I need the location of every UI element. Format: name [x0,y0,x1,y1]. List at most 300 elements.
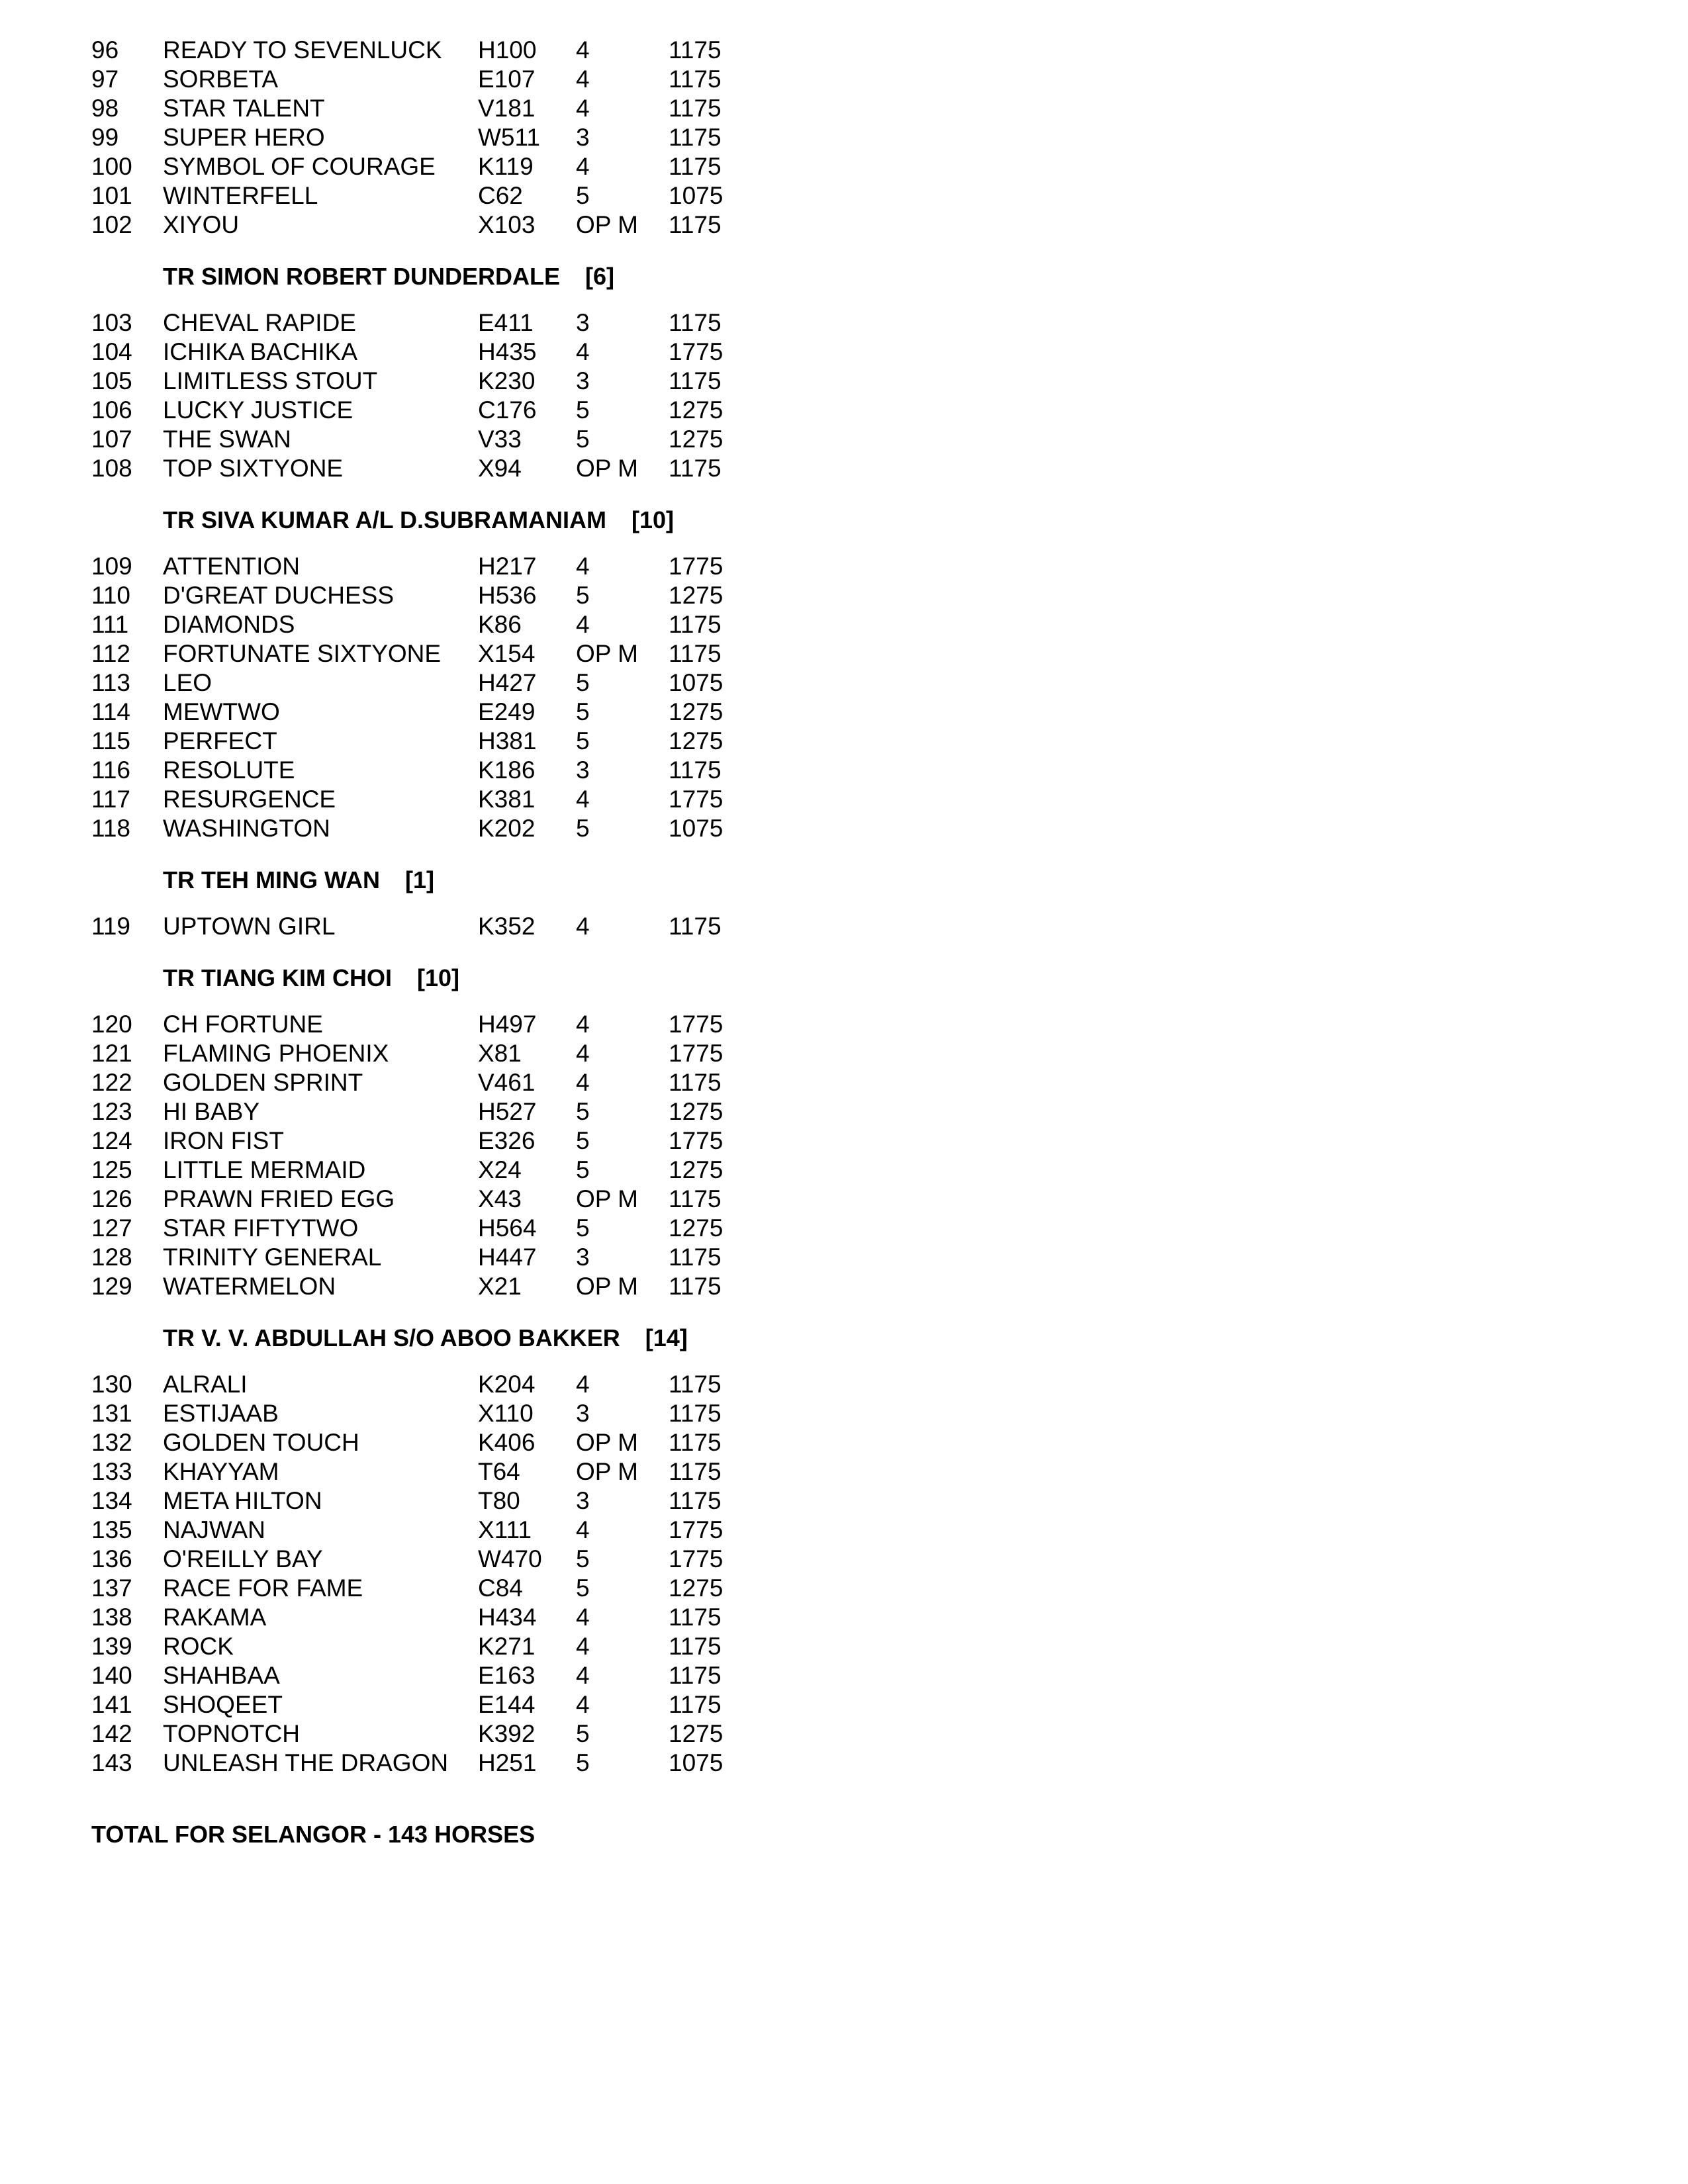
horse-number: 96 [91,36,119,64]
horse-rating: OP M [576,1185,638,1212]
horse-rating: 4 [576,66,590,93]
horse-row [0,727,794,756]
horse-rating: 5 [576,1545,590,1572]
horse-name: IRON FIST [163,1127,284,1154]
horse-number: 119 [91,913,130,940]
horse-code: X154 [478,640,536,667]
horse-code: X103 [478,211,536,238]
horse-code: K381 [478,786,536,813]
horse-weight: 1175 [669,1400,722,1427]
trainer-heading [163,506,674,535]
horse-number: 139 [91,1633,132,1660]
horse-weight: 1775 [669,1516,724,1543]
horse-rating: 5 [576,1574,590,1602]
horse-name: WASHINGTON [163,815,330,842]
horse-row [0,1486,794,1516]
trainer-name: TR SIVA KUMAR A/L D.SUBRAMANIAM [163,506,606,533]
horse-name: KHAYYAM [163,1458,279,1485]
horse-name: RESURGENCE [163,786,336,813]
horse-row [0,1068,794,1097]
horse-code: H447 [478,1244,537,1271]
horse-code: K230 [478,367,536,394]
horse-number: 108 [91,455,132,482]
horse-row [0,785,794,814]
horse-row [0,1749,794,1778]
horse-rating: 4 [576,1633,590,1660]
horse-name: SYMBOL OF COURAGE [163,153,436,180]
horse-number: 97 [91,66,119,93]
horse-name: PRAWN FRIED EGG [163,1185,395,1212]
trainer-heading [163,262,614,291]
horse-name: WATERMELON [163,1273,336,1300]
horse-number: 140 [91,1662,132,1689]
horse-row [0,152,794,181]
horse-row [0,814,794,843]
horse-rating: 3 [576,367,590,394]
horse-code: H527 [478,1098,537,1125]
horse-number: 112 [91,640,130,667]
horse-rating: 5 [576,1720,590,1747]
horse-number: 109 [91,553,132,580]
horse-row [0,1272,794,1301]
horse-number: 114 [91,698,130,725]
horse-code: K119 [478,153,534,180]
horse-rating: 5 [576,582,590,609]
horse-weight: 1775 [669,1011,724,1038]
horse-row [0,123,794,152]
horse-number: 105 [91,367,132,394]
horse-row [0,1603,794,1632]
horse-name: CH FORTUNE [163,1011,323,1038]
horse-number: 101 [91,182,132,209]
horse-row [0,36,794,65]
horse-row [0,1574,794,1603]
horse-row [0,396,794,425]
horse-weight: 1775 [669,338,724,365]
horse-rating: 5 [576,698,590,725]
horse-number: 118 [91,815,130,842]
horse-number: 120 [91,1011,132,1038]
horse-name: HI BABY [163,1098,259,1125]
horse-row [0,65,794,94]
horse-code: T80 [478,1487,520,1514]
horse-weight: 1275 [669,727,724,754]
horse-weight: 1275 [669,1720,724,1747]
horse-weight: 1175 [669,1662,722,1689]
horse-name: RAKAMA [163,1604,267,1631]
horse-name: GOLDEN TOUCH [163,1429,359,1456]
trainer-heading [163,964,459,993]
horse-code: C176 [478,396,537,424]
horse-name: LUCKY JUSTICE [163,396,353,424]
horse-rating: OP M [576,1458,638,1485]
horse-row [0,698,794,727]
horse-rating: 4 [576,153,590,180]
horse-name: ICHIKA BACHIKA [163,338,358,365]
horse-rating: 4 [576,95,590,122]
horse-weight: 1175 [669,640,722,667]
horse-row [0,425,794,454]
horse-name: SUPER HERO [163,124,325,151]
horse-row [0,1156,794,1185]
horse-row [0,181,794,210]
horse-rating: 5 [576,1749,590,1776]
horse-weight: 1175 [669,36,722,64]
horse-number: 111 [91,611,129,638]
horse-weight: 1175 [669,1633,722,1660]
horse-weight: 1175 [669,756,722,784]
horse-number: 123 [91,1098,132,1125]
horse-rating: 5 [576,1127,590,1154]
horse-code: T64 [478,1458,520,1485]
horse-number: 106 [91,396,132,424]
horse-code: X21 [478,1273,522,1300]
horse-rating: 4 [576,1516,590,1543]
horse-code: H434 [478,1604,537,1631]
horse-rating: 3 [576,309,590,336]
horse-name: STAR TALENT [163,95,325,122]
horse-number: 135 [91,1516,132,1543]
horse-rating: 4 [576,36,590,64]
horse-row [0,668,794,698]
horse-weight: 1175 [669,1185,722,1212]
horse-number: 143 [91,1749,132,1776]
horse-weight: 1175 [669,1691,722,1718]
horse-code: K186 [478,756,536,784]
horse-row [0,1039,794,1068]
horse-code: H427 [478,669,537,696]
horse-row [0,1126,794,1156]
horse-rating: 4 [576,1662,590,1689]
horse-rating: 4 [576,913,590,940]
horse-rating: OP M [576,1429,638,1456]
horse-code: K406 [478,1429,536,1456]
horse-weight: 1075 [669,669,724,696]
horse-name: PERFECT [163,727,277,754]
horse-weight: 1175 [669,367,722,394]
horse-weight: 1075 [669,1749,724,1776]
horse-name: TOP SIXTYONE [163,455,344,482]
horse-row [0,1214,794,1243]
horse-rating: 5 [576,669,590,696]
horse-name: LIMITLESS STOUT [163,367,378,394]
horse-rating: OP M [576,455,638,482]
horse-rating: 5 [576,426,590,453]
horse-rating: 4 [576,1011,590,1038]
horse-weight: 1275 [669,1098,724,1125]
horse-number: 126 [91,1185,132,1212]
horse-rating: 4 [576,553,590,580]
horse-row [0,552,794,581]
horse-weight: 1175 [669,95,722,122]
horse-code: E144 [478,1691,536,1718]
horse-name: O'REILLY BAY [163,1545,323,1572]
horse-row [0,454,794,483]
horse-rating: 4 [576,1040,590,1067]
horse-weight: 1175 [669,1487,722,1514]
horse-row [0,756,794,785]
horse-code: H100 [478,36,537,64]
horse-weight: 1175 [669,66,722,93]
trainer-name: TR TIANG KIM CHOI [163,964,392,991]
horse-name: GOLDEN SPRINT [163,1069,363,1096]
horse-rating: 4 [576,786,590,813]
trainer-name: TR SIMON ROBERT DUNDERDALE [163,263,560,290]
horse-number: 132 [91,1429,132,1456]
horse-code: V33 [478,426,522,453]
horse-number: 134 [91,1487,132,1514]
horse-number: 141 [91,1691,132,1718]
horse-name: RESOLUTE [163,756,295,784]
trainer-name: TR TEH MING WAN [163,866,380,893]
horse-code: X111 [478,1516,532,1543]
horse-row [0,367,794,396]
horse-row [0,210,794,240]
horse-rating: 3 [576,756,590,784]
trainer-heading [163,866,434,895]
horse-weight: 1175 [669,1244,722,1271]
horse-code: K204 [478,1371,536,1398]
horse-name: STAR FIFTYTWO [163,1214,359,1242]
horse-code: H251 [478,1749,537,1776]
horse-row [0,1428,794,1457]
horse-name: FLAMING PHOENIX [163,1040,389,1067]
horse-code: H435 [478,338,537,365]
horse-row [0,94,794,123]
horse-row [0,1399,794,1428]
trainer-horse-count: [1] [404,866,434,893]
horse-rating: 5 [576,182,590,209]
horse-rating: 5 [576,815,590,842]
horse-row [0,1690,794,1719]
horse-number: 98 [91,95,119,122]
horse-number: 122 [91,1069,132,1096]
horse-number: 133 [91,1458,132,1485]
horse-weight: 1175 [669,455,722,482]
horse-weight: 1175 [669,124,722,151]
horse-name: FORTUNATE SIXTYONE [163,640,442,667]
horse-number: 127 [91,1214,132,1242]
horse-name: LITTLE MERMAID [163,1156,366,1183]
horse-code: E326 [478,1127,536,1154]
horse-weight: 1275 [669,1156,724,1183]
horse-rating: 3 [576,124,590,151]
horse-code: C62 [478,182,523,209]
horse-rating: 3 [576,1244,590,1271]
horse-number: 113 [91,669,130,696]
horse-number: 99 [91,124,119,151]
horse-row [0,912,794,941]
horse-weight: 1175 [669,913,722,940]
horse-weight: 1175 [669,153,722,180]
horse-weight: 1175 [669,1458,722,1485]
horse-rating: 5 [576,727,590,754]
horse-name: LEO [163,669,212,696]
horse-row [0,1370,794,1399]
horse-row [0,1097,794,1126]
horse-number: 121 [91,1040,132,1067]
horse-row [0,1719,794,1749]
horse-rating: 4 [576,611,590,638]
horse-weight: 1175 [669,611,722,638]
horse-number: 107 [91,426,132,453]
horse-weight: 1775 [669,1040,724,1067]
horse-weight: 1175 [669,1604,722,1631]
horse-name: ALRALI [163,1371,248,1398]
horse-name: UPTOWN GIRL [163,913,336,940]
horse-weight: 1175 [669,211,722,238]
horse-code: X110 [478,1400,534,1427]
trainer-heading [163,1324,688,1353]
horse-name: CHEVAL RAPIDE [163,309,356,336]
horse-row [0,1661,794,1690]
trainer-horse-count: [14] [645,1324,688,1351]
horse-rating: OP M [576,1273,638,1300]
horse-rating: OP M [576,211,638,238]
horse-rating: 4 [576,1069,590,1096]
horse-row [0,308,794,338]
horse-name: UNLEASH THE DRAGON [163,1749,449,1776]
horse-weight: 1275 [669,396,724,424]
horse-row [0,1516,794,1545]
horse-row [0,1185,794,1214]
horse-rating: 4 [576,1371,590,1398]
horse-code: X24 [478,1156,522,1183]
horse-code: H497 [478,1011,537,1038]
horse-row [0,610,794,639]
horse-weight: 1175 [669,309,722,336]
horse-code: E107 [478,66,536,93]
horse-number: 103 [91,309,132,336]
horse-code: H217 [478,553,537,580]
horse-weight: 1175 [669,1069,722,1096]
horse-rating: 4 [576,1604,590,1631]
horse-code: H536 [478,582,537,609]
horse-rating: 3 [576,1400,590,1427]
horse-weight: 1075 [669,182,724,209]
horse-number: 124 [91,1127,132,1154]
horse-row [0,1243,794,1272]
horse-row [0,581,794,610]
horse-row [0,1457,794,1486]
horse-row [0,338,794,367]
horse-code: H564 [478,1214,537,1242]
horse-rating: 5 [576,1156,590,1183]
horse-name: DIAMONDS [163,611,295,638]
horse-number: 138 [91,1604,132,1631]
horse-number: 116 [91,756,130,784]
horse-number: 104 [91,338,132,365]
horse-weight: 1175 [669,1273,722,1300]
horse-code: X43 [478,1185,522,1212]
horse-name: READY TO SEVENLUCK [163,36,442,64]
horse-code: K392 [478,1720,536,1747]
horse-weight: 1275 [669,426,724,453]
horse-row [0,1545,794,1574]
horse-name: SHAHBAA [163,1662,280,1689]
horse-code: H381 [478,727,537,754]
horse-name: MEWTWO [163,698,280,725]
horse-name: ESTIJAAB [163,1400,279,1427]
trainer-horse-count: [10] [416,964,460,991]
horse-rating: 4 [576,1691,590,1718]
horse-code: E411 [478,309,534,336]
horse-name: TRINITY GENERAL [163,1244,382,1271]
horse-name: ROCK [163,1633,234,1660]
horse-name: WINTERFELL [163,182,318,209]
horse-weight: 1175 [669,1371,722,1398]
horse-number: 102 [91,211,132,238]
horse-number: 125 [91,1156,132,1183]
horse-code: X94 [478,455,522,482]
horse-number: 110 [91,582,130,609]
trainer-name: TR V. V. ABDULLAH S/O ABOO BAKKER [163,1324,620,1351]
horse-weight: 1275 [669,582,724,609]
horse-weight: 1275 [669,1574,724,1602]
horse-row [0,1632,794,1661]
horse-name: SORBETA [163,66,279,93]
horse-name: RACE FOR FAME [163,1574,363,1602]
horse-code: W511 [478,124,540,151]
horse-rating: 4 [576,338,590,365]
horse-code: E163 [478,1662,536,1689]
horse-name: SHOQEET [163,1691,283,1718]
total-line: TOTAL FOR SELANGOR - 143 HORSES [91,1821,536,1848]
horse-name: XIYOU [163,211,240,238]
horse-weight: 1775 [669,1545,724,1572]
horse-code: K202 [478,815,536,842]
horse-name: D'GREAT DUCHESS [163,582,395,609]
horse-number: 142 [91,1720,132,1747]
horse-number: 129 [91,1273,132,1300]
horse-number: 100 [91,153,132,180]
horse-number: 137 [91,1574,132,1602]
horse-weight: 1275 [669,1214,724,1242]
horse-number: 131 [91,1400,132,1427]
horse-weight: 1775 [669,553,724,580]
horse-number: 128 [91,1244,132,1271]
horse-code: K352 [478,913,536,940]
horse-name: THE SWAN [163,426,291,453]
horse-name: META HILTON [163,1487,322,1514]
horse-name: NAJWAN [163,1516,265,1543]
horse-code: K271 [478,1633,536,1660]
horse-code: E249 [478,698,536,725]
horse-rating: OP M [576,640,638,667]
horse-code: X81 [478,1040,522,1067]
horse-rating: 3 [576,1487,590,1514]
horse-number: 115 [91,727,130,754]
trainer-horse-count: [10] [631,506,675,533]
horse-weight: 1275 [669,698,724,725]
horse-code: W470 [478,1545,542,1572]
horse-row [0,639,794,668]
horse-number: 136 [91,1545,132,1572]
horse-code: V461 [478,1069,536,1096]
horse-weight: 1075 [669,815,724,842]
horse-rating: 5 [576,1214,590,1242]
horse-name: ATTENTION [163,553,300,580]
horse-code: C84 [478,1574,523,1602]
trainer-horse-count: [6] [585,263,614,290]
horse-row [0,1010,794,1039]
horse-name: TOPNOTCH [163,1720,300,1747]
horse-number: 117 [91,786,130,813]
horse-weight: 1775 [669,1127,724,1154]
horse-number: 130 [91,1371,132,1398]
horse-weight: 1175 [669,1429,722,1456]
horse-rating: 5 [576,1098,590,1125]
